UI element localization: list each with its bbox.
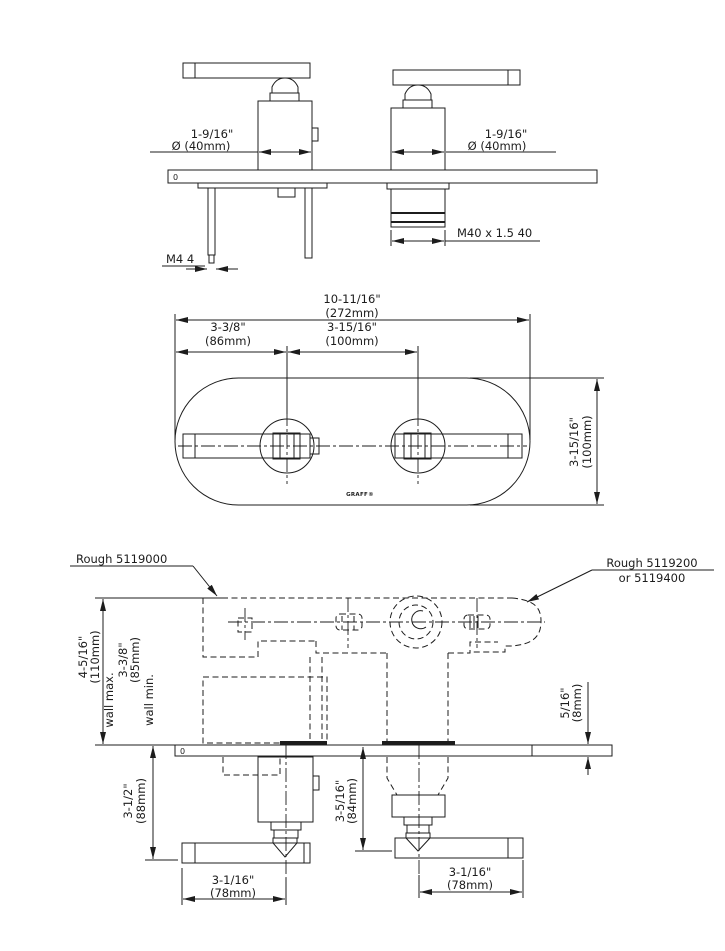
- overall-width-dimension: [175, 292, 530, 440]
- right-handle-length-inches: 3-1/16": [448, 865, 492, 879]
- m40-thread-label: M40 x 1.5 40: [457, 226, 533, 240]
- wall-min-inches: 3-3/8": [116, 642, 130, 678]
- left-projection-mm: (88mm): [134, 777, 148, 825]
- left-handle-side-linework: [182, 745, 319, 878]
- left-handle-length-mm: (78mm): [209, 886, 257, 900]
- front-handles-linework: [178, 412, 527, 484]
- overall-width-mm: (272mm): [325, 306, 379, 320]
- handle-spacing-inches: 3-15/16": [327, 320, 377, 334]
- right-projection-mm: (84mm): [345, 777, 359, 825]
- wall-max-inches: 4-5/16": [76, 635, 90, 679]
- left-offset-dimension: [176, 320, 418, 414]
- m4-screw-dimension: [162, 252, 238, 269]
- plate-thickness-mm: (8mm): [570, 683, 584, 723]
- front-view: [175, 292, 604, 505]
- graff-logo: GRAFF®: [346, 492, 374, 498]
- left-offset-inches: 3-3/8": [210, 320, 246, 334]
- right-diameter-dimension: [392, 127, 556, 153]
- left-offset-mm: (86mm): [204, 334, 252, 348]
- rough-right-label-line1: Rough 5119200: [606, 556, 698, 570]
- right-diameter-mm: Ø (40mm): [467, 139, 527, 153]
- left-diameter-inches: 1-9/16": [190, 127, 234, 141]
- plate-thickness-inches: 5/16": [558, 687, 572, 719]
- m4-thread-label: M4 4: [166, 252, 195, 266]
- right-handle-top-linework: [391, 70, 520, 170]
- m40-thread-dimension: [391, 226, 540, 246]
- plate-height-dimension: [470, 378, 604, 505]
- cartridge-body-linework: [387, 183, 449, 227]
- right-projection-inches: 3-5/16": [333, 779, 347, 823]
- rough-right-callout: [527, 556, 714, 602]
- right-handle-length-mm: (78mm): [446, 878, 494, 892]
- left-handle-top-linework: [183, 63, 318, 170]
- right-projection-dimension: [333, 747, 392, 851]
- wall-max-label: wall max.: [102, 672, 116, 728]
- left-projection-dimension: [121, 746, 178, 860]
- rough-valve-body-hidden-linework: [95, 596, 545, 795]
- bottom-view: [70, 552, 714, 905]
- mounting-strip-and-screws: [198, 183, 327, 263]
- handle-spacing-dimension: [288, 320, 417, 352]
- wall-depth-dimension: [76, 599, 176, 745]
- left-handle-length-inches: 3-1/16": [211, 873, 255, 887]
- wall-section-bar: [168, 170, 597, 183]
- overall-width-inches: 10-11/16": [323, 292, 381, 306]
- right-diameter-inches: 1-9/16": [484, 127, 528, 141]
- oval-plate: [175, 378, 530, 505]
- wall-max-mm: (110mm): [88, 630, 102, 684]
- top-view: [150, 63, 597, 269]
- plate-thickness-dimension: [558, 682, 588, 775]
- rough-left-callout: [70, 552, 217, 596]
- left-projection-inches: 3-1/2": [121, 783, 135, 819]
- plate-height-mm: (100mm): [580, 415, 594, 469]
- datum-mark-bottom: 0: [180, 747, 186, 756]
- right-handle-side-linework: [392, 745, 523, 875]
- right-handle-length-dimension: [419, 860, 523, 898]
- plate-height-inches: 3-15/16": [567, 417, 581, 467]
- datum-mark-top: 0: [173, 173, 179, 182]
- rough-left-label: Rough 5119000: [76, 552, 168, 566]
- left-diameter-dimension: [150, 127, 311, 153]
- wall-min-label: wall min.: [142, 674, 156, 726]
- handle-spacing-mm: (100mm): [325, 334, 379, 348]
- left-handle-length-dimension: [182, 868, 286, 905]
- rough-right-label-line2: or 5119400: [618, 571, 686, 585]
- left-diameter-mm: Ø (40mm): [171, 139, 231, 153]
- wall-min-mm: (85mm): [128, 636, 142, 684]
